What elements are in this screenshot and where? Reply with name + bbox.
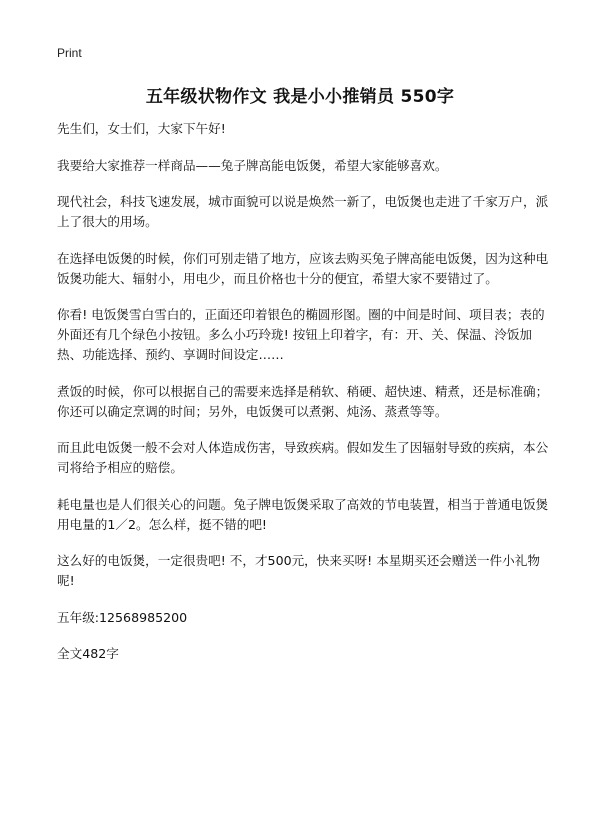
- paragraph-greeting: 先生们，女士们，大家下午好!: [57, 121, 226, 136]
- page-title: 五年级状物作文 我是小小推销员 550字: [145, 87, 455, 107]
- paragraph-safety: 而且此电饭煲一般不会对人体造成伤害，导致疾病。假如发生了因辐射导致的疾病，本公司将给予相应的赔偿。: [57, 440, 549, 475]
- grade-line: 五年级:12568985200: [57, 609, 188, 625]
- paragraph-price: 这么好的电饭煲，一定很贵吧! 不，才500元，快来买呀! 本星期买还会赠送一件小礼物呢!: [57, 553, 540, 588]
- paragraph-background: 现代社会，科技飞速发展，城市面貌可以说是焕然一新了，电饭煲也走进了千家万户，派上了很大的用场。: [57, 194, 549, 229]
- paragraph-intro: 我要给大家推荐一样商品——兔子牌高能电饭煲，希望大家能够喜欢。: [57, 157, 448, 173]
- print-link[interactable]: Print: [57, 46, 82, 60]
- word-count: 全文482字: [57, 646, 119, 661]
- paragraph-recommendation: 在选择电饭煲的时候，你们可别走错了地方，应该去购买兔子牌高能电饭煲，因为这种电饭煲功能大、辐射小，用电少，而且价格也十分的便宜，希望大家不要错过了。: [57, 250, 549, 286]
- article-body: [57, 119, 555, 664]
- paragraph-functions: 煮饭的时候，你可以根据自己的需要来选择是稍软、稍硬、超快速、精煮，还是标准确；你还可以确定烹调的时间；另外，电饭煲可以煮粥、炖汤、蒸煮等等。: [57, 383, 549, 419]
- paragraph-energy: 耗电量也是人们很关心的问题。兔子牌电饭煲采取了高效的节电装置，相当于普通电饭煲用电量的1／2。怎么样，挺不错的吧!: [57, 496, 549, 532]
- paragraph-appearance: 你看! 电饭煲雪白雪白的，正面还印着银色的椭圆形图。圈的中间是时间、项目表；表的外面还有几个绿色小按钮。多么小巧玲珑! 按钮上印着字，有：开、关、保温、泠饭加热、功能选择、预约、享调时间设定……: [57, 307, 545, 362]
